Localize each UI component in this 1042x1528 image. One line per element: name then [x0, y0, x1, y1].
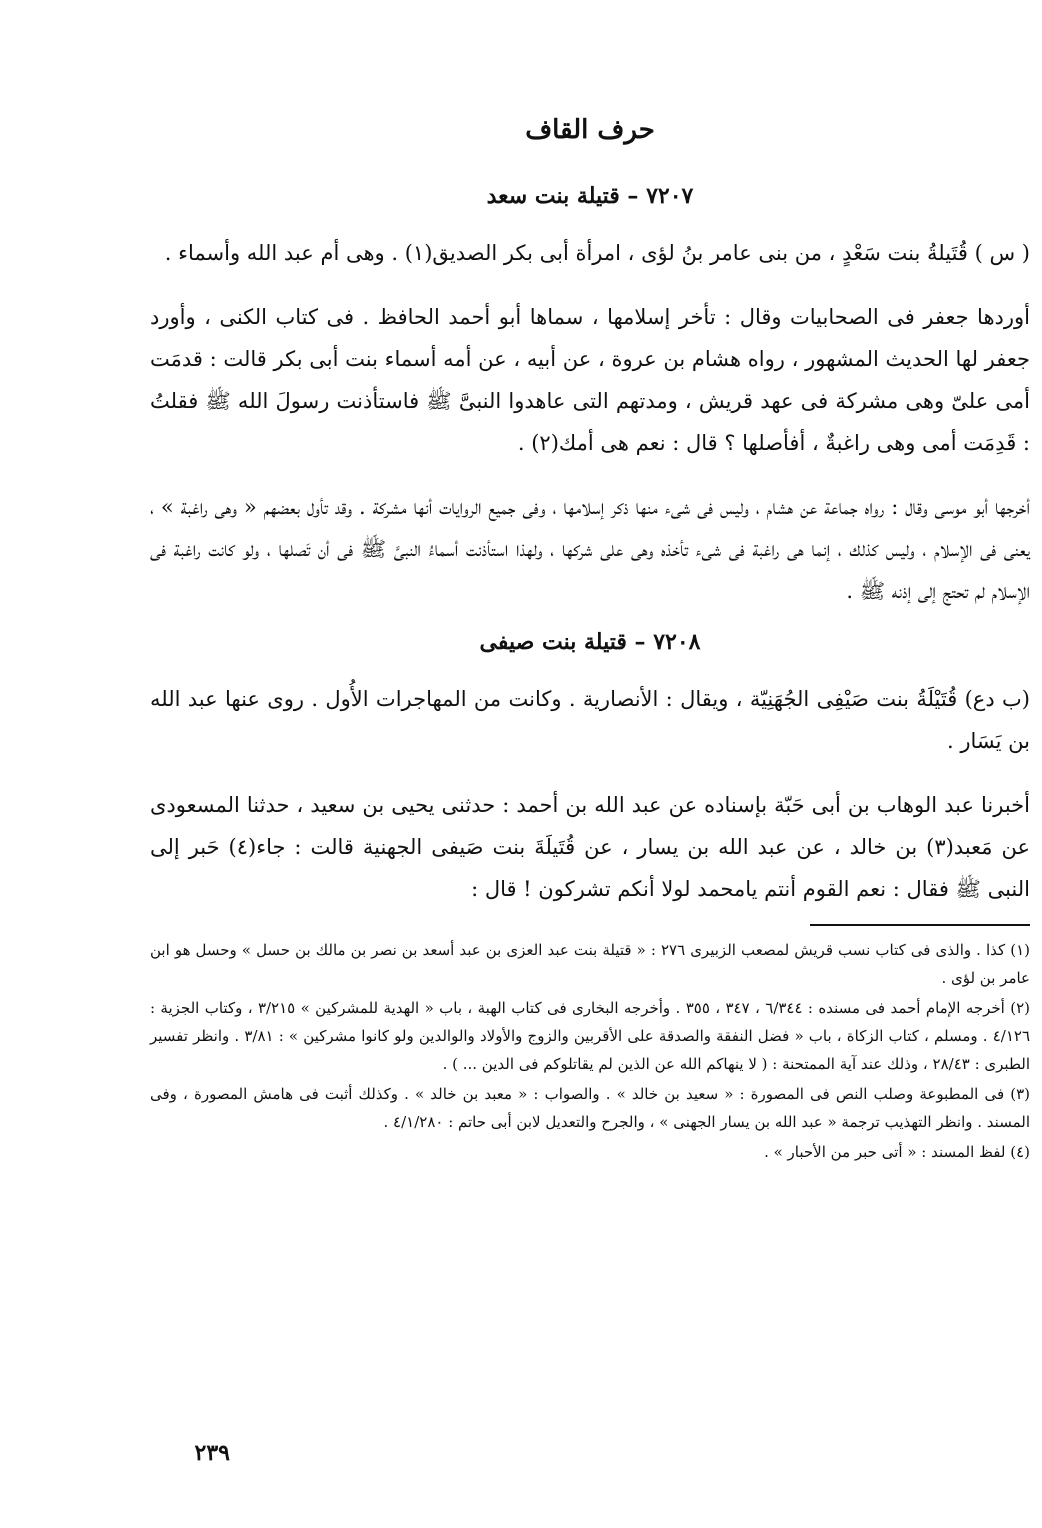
entry-title: ٧٢٠٧ – قتيلة بنت سعد — [486, 183, 694, 209]
page-number: ٢٣٩ — [194, 1440, 230, 1466]
footnote-divider — [810, 924, 1030, 926]
page-body — [150, 110, 1030, 1168]
entry-7208 — [150, 626, 1030, 910]
chapter-title: حرف القاف — [525, 115, 655, 145]
footnote: (٢) أخرجه الإمام أحمد فى مسنده : ٦/٣٤٤ ، ٣٤٧ ، ٣٥٥ . وأخرجه البخارى فى كتاب الهبة ، باب « الهدية للمشركين » ٣/٢١٥ ، وكتاب الجزية : ٤/١٢٦ . ومسلم ، كتاب الزكاة ، باب « فضل النفقة والصدقة على الأقربين والزوج والأولاد والوالدين ولو كانوا مشركين » : ٣/٨١ . وانظر تفسير الطبرى : ٢٨/٤٣ ، وذلك عند آية الممتحنة : ( لا ينهاكم الله عن الذين لم يقاتلوكم فى الدين ... ) . — [150, 999, 1031, 1073]
entry-paragraph: أوردها جعفر فى الصحابيات وقال : تأخر إسلامها ، سماها أبو أحمد الحافظ . فى كتاب الكنى ، وأورد جعفر لها الحديث المشهور ، رواه هشام بن عروة ، عن أبيه ، عن أمه أسماء بنت أبى بكر قالت : قدمَت أمى علىّ وهى مشركة فى عهد قريش ، ومدتهم التى عاهدوا النبىَّ ﷺ فاستأذنت رسولَ الله ﷺ فقلتُ : قَدِمَت أمى وهى راغبةٌ ، أفأصلها ؟ قال : نعم هى أمك(٢) . — [150, 305, 1030, 455]
entry-title: ٧٢٠٨ – قتيلة بنت صيفى — [479, 629, 701, 655]
entry-paragraph: أخرجها أبو موسى وقال : رواه جماعة عن هشام ، وليس فى شىء منها ذكر إسلامها ، وفى جميع الروايات أنها مشركة . وقد تأول بعضهم « وهى راغبة » ، يعنى فى الإسلام ، وليس كذلك ، إنما هى راغبة فى شىء تأخذه وهى على شركها ، ولهذا استأذنت أسماءُ النبىَّ ﷺ فى أن تَصلها ، ولو كانت راغبة فى الإسلام لم تحتج إلى إذنه ﷺ . — [150, 495, 1030, 603]
footnote: (٣) فى المطبوعة وصلب النص فى المصورة : « سعيد بن خالد » . والصواب : « معبد بن خالد » . وكذلك أثبت فى هامش المصورة ، وفى المسند . وانظر التهذيب ترجمة « عبد الله بن يسار الجهنى » ، والجرح والتعديل لابن أبى حاتم : ٤/١/٢٨٠ . — [150, 1085, 1030, 1131]
footnote: (٤) لفظ المسند : « أتى حبر من الأحبار » . — [764, 1143, 1030, 1161]
entry-paragraph: ( س ) قُتَيلةُ بنت سَعْدٍ ، من بنى عامر بنُ لؤى ، امرأة أبى بكر الصديق(١) . وهى أم عبد الله وأسماء . — [164, 241, 1030, 265]
entry-paragraph: (ب دع) قُتَيْلَةُ بنت صَيْفِى الجُهَنِيّة ، ويقال : الأنصارية . وكانت من المهاجرات الأُول . روى عنها عبد الله بن يَسَار . — [150, 687, 1030, 753]
footnotes — [150, 936, 1030, 1166]
entry-7207 — [150, 180, 1030, 612]
footnote: (١) كذا . والذى فى كتاب نسب قريش لمصعب الزبيرى ٢٧٦ : « قتيلة بنت عبد العزى بن عبد أسعد بن نصر بن مالك بن حسل » وحسل هو ابن عامر بن لؤى . — [150, 941, 1031, 987]
entry-paragraph: أخبرنا عبد الوهاب بن أبى حَبّة بإسناده عن عبد الله بن أحمد : حدثنى يحيى بن سعيد ، حدثنا المسعودى عن مَعبد(٣) بن خالد ، عن عبد الله بن يسار ، عن قُتَيلَةَ بنت صَيفى الجهنية قالت : جاء(٤) حَبر إلى النبى ﷺ فقال : نعم القوم أنتم يامحمد لولا أنكم تشركون ! قال : — [150, 793, 1031, 901]
